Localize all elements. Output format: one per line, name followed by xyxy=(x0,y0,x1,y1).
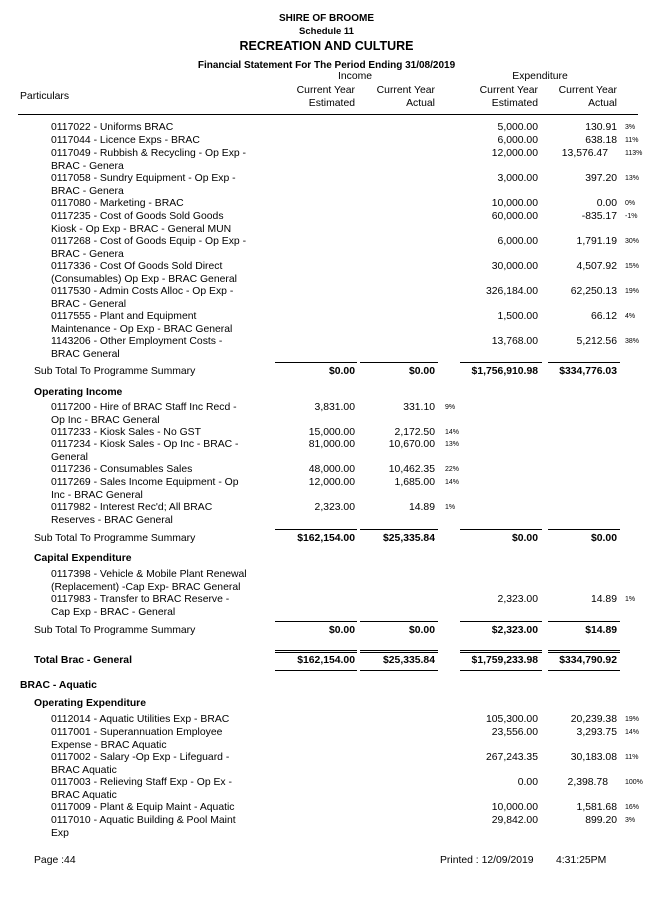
inc-estimated: 15,000.00 xyxy=(308,427,355,438)
inc-percent: 14% xyxy=(445,479,460,486)
col-header-line: Estimated xyxy=(308,98,355,109)
inc-estimated: 48,000.00 xyxy=(308,464,355,475)
org-name: SHIRE OF BROOME xyxy=(278,13,374,24)
row-description: 1143206 - Other Employment Costs - BRAC General xyxy=(51,336,223,360)
header-rule xyxy=(18,114,638,115)
inc-estimated: $162,154.00 xyxy=(297,655,355,666)
subtotal-rule xyxy=(275,621,357,622)
exp-actual: 1,791.19 xyxy=(576,236,617,247)
inc-estimated: $0.00 xyxy=(328,625,355,636)
inc-estimated: 3,831.00 xyxy=(314,402,355,413)
subtotal-rule xyxy=(460,362,542,363)
exp-actual: 4,507.92 xyxy=(576,261,617,272)
income-header: Income xyxy=(337,71,373,82)
printed-date: Printed : 12/09/2019 xyxy=(440,855,534,866)
col-header-line: Current Year xyxy=(376,85,435,96)
inc-percent: 13% xyxy=(445,441,460,448)
exp-estimated: 1,500.00 xyxy=(497,311,538,322)
subtotal-rule xyxy=(275,362,357,363)
exp-estimated: $1,759,233.98 xyxy=(471,655,538,666)
exp-actual: 130.91 xyxy=(585,122,617,133)
exp-actual: 5,212.56 xyxy=(576,336,617,347)
subtotal-label: Sub Total To Programme Summary xyxy=(34,366,196,377)
exp-actual: $334,790.92 xyxy=(559,655,617,666)
inc-percent: 14% xyxy=(445,429,460,436)
subtotal-rule xyxy=(548,362,620,363)
row-description: 0117555 - Plant and Equipment Maintenance - Op Exp - BRAC General xyxy=(51,311,233,335)
inc-estimated: 81,000.00 xyxy=(308,439,355,450)
exp-estimated: 0.00 xyxy=(517,777,538,788)
subtotal-label: Sub Total To Programme Summary xyxy=(34,625,196,636)
exp-estimated: 10,000.00 xyxy=(491,198,538,209)
inc-actual: $25,335.84 xyxy=(382,533,435,544)
income-estimated-header xyxy=(297,84,355,110)
expenditure-estimated-header xyxy=(480,84,538,110)
exp-actual: $0.00 xyxy=(590,533,617,544)
exp-estimated: 5,000.00 xyxy=(497,122,538,133)
row-description: 0117398 - Vehicle & Mobile Plant Renewal (Replacement) -Cap Exp- BRAC General xyxy=(51,569,247,593)
exp-estimated: 2,323.00 xyxy=(497,594,538,605)
row-description: 0117269 - Sales Income Equipment - Op Inc - BRAC General xyxy=(51,477,239,501)
inc-estimated: $0.00 xyxy=(328,366,355,377)
total-rule xyxy=(548,670,620,671)
subtotal-rule xyxy=(460,621,542,622)
exp-actual: 20,239.38 xyxy=(570,714,617,725)
row-description: 0117234 - Kiosk Sales - Op Inc - BRAC - General xyxy=(51,439,239,463)
row-description: 0117530 - Admin Costs Alloc - Op Exp - BRAC - General xyxy=(51,286,234,310)
total-rule xyxy=(275,652,357,653)
statement-title: Financial Statement For The Period Ending 31/08/2019 xyxy=(197,60,456,71)
exp-actual: 638.18 xyxy=(585,135,617,146)
row-description: 0117080 - Marketing - BRAC xyxy=(51,198,184,209)
exp-percent: 4% xyxy=(625,313,636,320)
schedule-label: Schedule 11 xyxy=(299,26,354,37)
row-description: 0117336 - Cost Of Goods Sold Direct (Consumables) Op Exp - BRAC General xyxy=(51,261,237,285)
inc-actual: 331.10 xyxy=(403,402,435,413)
inc-percent: 22% xyxy=(445,466,460,473)
exp-estimated: 10,000.00 xyxy=(491,802,538,813)
exp-percent: 113% xyxy=(625,150,643,157)
col-header-line: Current Year xyxy=(558,85,617,96)
row-description: 0117983 - Transfer to BRAC Reserve - Cap Exp - BRAC - General xyxy=(51,594,230,618)
exp-actual: $334,776.03 xyxy=(559,366,617,377)
inc-actual: 10,670.00 xyxy=(388,439,435,450)
exp-percent: 100% xyxy=(625,779,643,786)
row-description: 0117200 - Hire of BRAC Staff Inc Recd - Op Inc - BRAC General xyxy=(51,402,237,426)
exp-estimated: 105,300.00 xyxy=(485,714,538,725)
row-description: 0112014 - Aquatic Utilities Exp - BRAC xyxy=(51,714,230,725)
row-description: 0117049 - Rubbish & Recycling - Op Exp - BRAC - Genera xyxy=(51,148,247,172)
exp-percent: 14% xyxy=(625,729,640,736)
row-description: 0117010 - Aquatic Building & Pool Maint Exp xyxy=(51,815,236,839)
total-rule xyxy=(460,652,542,653)
exp-percent: 38% xyxy=(625,338,640,345)
subtotal-rule xyxy=(548,529,620,530)
total-rule xyxy=(460,670,542,671)
exp-estimated: 12,000.00 xyxy=(491,148,538,159)
inc-estimated: 12,000.00 xyxy=(308,477,355,488)
row-description: 0117002 - Salary -Op Exp - Lifeguard - BRAC Aquatic xyxy=(51,752,230,776)
exp-estimated: 6,000.00 xyxy=(497,135,538,146)
section-heading: Operating Income xyxy=(34,387,123,398)
row-description: 0117001 - Superannuation Employee Expense - BRAC Aquatic xyxy=(51,727,223,751)
income-actual-header xyxy=(377,84,435,110)
col-header-line: Actual xyxy=(406,98,435,109)
inc-actual: 14.89 xyxy=(408,502,435,513)
subtotal-rule xyxy=(548,621,620,622)
exp-actual: 3,293.75 xyxy=(576,727,617,738)
subtotal-rule xyxy=(360,529,438,530)
exp-actual: $14.89 xyxy=(585,625,617,636)
exp-estimated: 3,000.00 xyxy=(497,173,538,184)
inc-actual: 10,462.35 xyxy=(388,464,435,475)
exp-actual: 2,398.78 xyxy=(567,777,608,788)
row-description: 0117268 - Cost of Goods Equip - Op Exp - BRAC - Genera xyxy=(51,236,247,260)
exp-actual: 66.12 xyxy=(590,311,617,322)
total-rule xyxy=(460,650,542,651)
inc-actual: $25,335.84 xyxy=(382,655,435,666)
total-label: Total Brac - General xyxy=(34,655,132,666)
page-number: Page :44 xyxy=(34,855,76,866)
row-description: 0117236 - Consumables Sales xyxy=(51,464,193,475)
section-title: RECREATION AND CULTURE xyxy=(239,39,414,53)
total-rule xyxy=(275,670,357,671)
group-heading: BRAC - Aquatic xyxy=(20,680,97,691)
exp-estimated: 30,000.00 xyxy=(491,261,538,272)
section-heading: Capital Expenditure xyxy=(34,553,132,564)
exp-estimated: 13,768.00 xyxy=(491,336,538,347)
exp-estimated: $1,756,910.98 xyxy=(471,366,538,377)
exp-actual: 899.20 xyxy=(585,815,617,826)
exp-actual: 30,183.08 xyxy=(570,752,617,763)
exp-estimated: 60,000.00 xyxy=(491,211,538,222)
row-description: 0117235 - Cost of Goods Sold Goods Kiosk - Op Exp - BRAC - General MUN xyxy=(51,211,232,235)
exp-actual: 62,250.13 xyxy=(570,286,617,297)
exp-percent: 3% xyxy=(625,124,636,131)
inc-actual: $0.00 xyxy=(408,625,435,636)
row-description: 0117022 - Uniforms BRAC xyxy=(51,122,174,133)
exp-percent: 19% xyxy=(625,716,640,723)
total-rule xyxy=(360,652,438,653)
subtotal-label: Sub Total To Programme Summary xyxy=(34,533,196,544)
exp-percent: 11% xyxy=(625,754,639,761)
exp-percent: 1% xyxy=(625,596,636,603)
exp-actual: 13,576.47 xyxy=(561,148,608,159)
inc-actual: 2,172.50 xyxy=(394,427,435,438)
total-rule xyxy=(360,670,438,671)
row-description: 0117009 - Plant & Equip Maint - Aquatic xyxy=(51,802,235,813)
expenditure-actual-header xyxy=(559,84,617,110)
exp-percent: 13% xyxy=(625,175,640,182)
col-header-line: Current Year xyxy=(296,85,355,96)
row-description: 0117058 - Sundry Equipment - Op Exp - BRAC - Genera xyxy=(51,173,236,197)
exp-percent: 19% xyxy=(625,288,640,295)
total-rule xyxy=(548,650,620,651)
subtotal-rule xyxy=(275,529,357,530)
exp-percent: 3% xyxy=(625,817,636,824)
total-rule xyxy=(548,652,620,653)
row-description: 0117982 - Interest Rec'd; All BRAC Reserves - BRAC General xyxy=(51,502,213,526)
inc-estimated: $162,154.00 xyxy=(297,533,355,544)
exp-actual: 0.00 xyxy=(596,198,617,209)
exp-actual: 14.89 xyxy=(590,594,617,605)
col-header-line: Actual xyxy=(588,98,617,109)
exp-actual: -835.17 xyxy=(581,211,617,222)
section-heading: Operating Expenditure xyxy=(34,698,147,709)
total-rule xyxy=(360,650,438,651)
total-rule xyxy=(275,650,357,651)
exp-estimated: $2,323.00 xyxy=(491,625,538,636)
inc-percent: 1% xyxy=(445,504,456,511)
exp-estimated: 267,243.35 xyxy=(485,752,538,763)
subtotal-rule xyxy=(360,621,438,622)
row-description: 0117003 - Relieving Staff Exp - Op Ex - BRAC Aquatic xyxy=(51,777,232,801)
row-description: 0117233 - Kiosk Sales - No GST xyxy=(51,427,201,438)
printed-time: 4:31:25PM xyxy=(556,855,607,866)
inc-percent: 9% xyxy=(445,404,456,411)
subtotal-rule xyxy=(460,529,542,530)
particulars-header: Particulars xyxy=(20,91,70,102)
exp-percent: 30% xyxy=(625,238,640,245)
inc-estimated: 2,323.00 xyxy=(314,502,355,513)
inc-actual: 1,685.00 xyxy=(394,477,435,488)
exp-estimated: 6,000.00 xyxy=(497,236,538,247)
exp-percent: 0% xyxy=(625,200,636,207)
exp-actual: 1,581.68 xyxy=(576,802,617,813)
exp-percent: -1% xyxy=(625,213,638,220)
exp-estimated: 29,842.00 xyxy=(491,815,538,826)
exp-percent: 16% xyxy=(625,804,640,811)
expenditure-header: Expenditure xyxy=(512,71,568,82)
col-header-line: Current Year xyxy=(479,85,538,96)
exp-percent: 11% xyxy=(625,137,639,144)
exp-estimated: $0.00 xyxy=(511,533,538,544)
subtotal-rule xyxy=(360,362,438,363)
row-description: 0117044 - Licence Exps - BRAC xyxy=(51,135,200,146)
col-header-line: Estimated xyxy=(491,98,538,109)
exp-estimated: 326,184.00 xyxy=(485,286,538,297)
inc-actual: $0.00 xyxy=(408,366,435,377)
exp-estimated: 23,556.00 xyxy=(491,727,538,738)
exp-percent: 15% xyxy=(625,263,640,270)
exp-actual: 397.20 xyxy=(585,173,617,184)
